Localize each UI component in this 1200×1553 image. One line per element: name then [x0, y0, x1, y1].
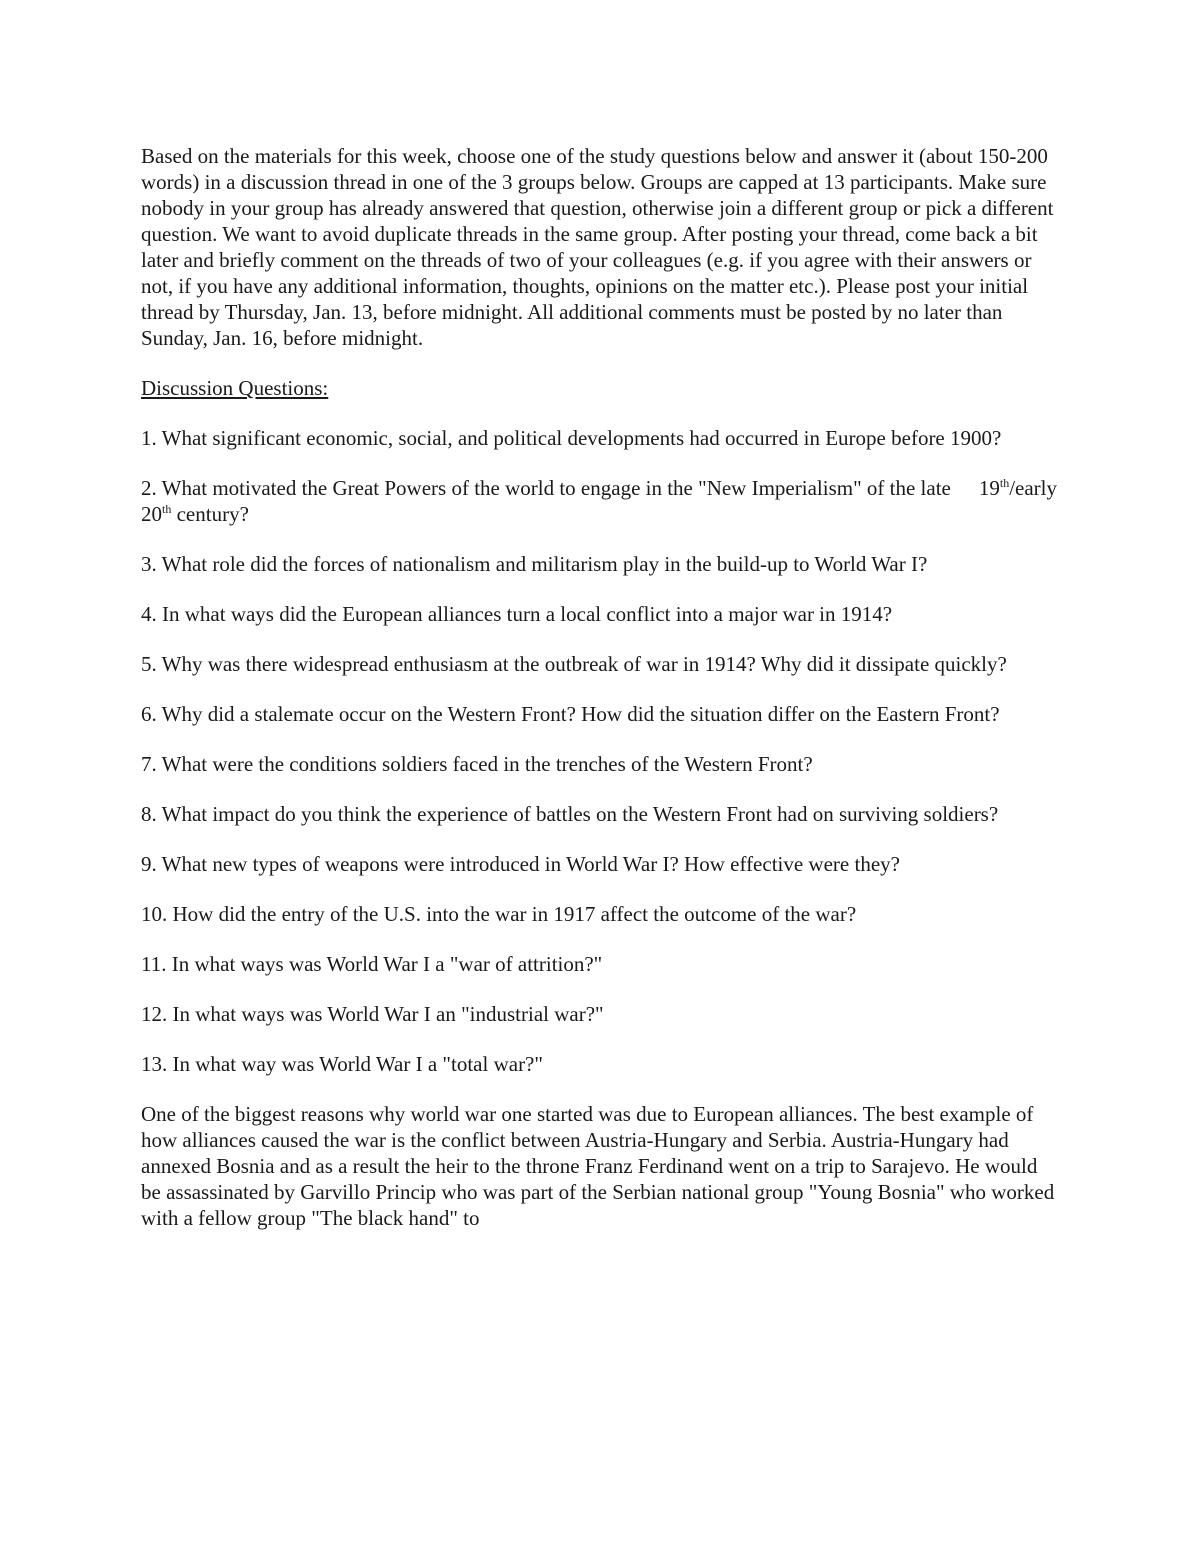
question-2-superscript-th-2: th: [162, 502, 172, 516]
question-2-text-mid: /early 20: [141, 476, 1058, 526]
question-13: 13. In what way was World War I a "total war?": [141, 1052, 543, 1076]
question-5: 5. Why was there widespread enthusiasm at the outbreak of war in 1914? Why did it dissipate quickly?: [141, 652, 1007, 676]
question-7: 7. What were the conditions soldiers faced in the trenches of the Western Front?: [141, 752, 813, 776]
question-2: [141, 475, 1061, 527]
question-9: 9. What new types of weapons were introduced in World War I? How effective were they?: [141, 852, 900, 876]
document-page: [141, 143, 1061, 1255]
question-4: 4. In what ways did the European alliances turn a local conflict into a major war in 1914?: [141, 602, 893, 626]
question-3: 3. What role did the forces of nationalism and militarism play in the build-up to World War I?: [141, 552, 928, 576]
question-11: 11. In what ways was World War I a "war of attrition?": [141, 952, 603, 976]
question-8: 8. What impact do you think the experience of battles on the Western Front had on surviving soldiers?: [141, 802, 999, 826]
question-2-superscript-th-1: th: [999, 476, 1010, 490]
question-1: 1. What significant economic, social, and political developments had occurred in Europe before 1900?: [141, 426, 1002, 450]
question-6: 6. Why did a stalemate occur on the Western Front? How did the situation differ on the Eastern Front?: [141, 702, 1000, 726]
question-2-text-start: 2. What motivated the Great Powers of the world to engage in the "New Imperialism" of the late: [141, 476, 951, 500]
question-2-text-end: century?: [171, 502, 249, 526]
question-10: 10. How did the entry of the U.S. into the war in 1917 affect the outcome of the war?: [141, 902, 857, 926]
discussion-questions-heading: Discussion Questions:: [141, 376, 329, 400]
answer-paragraph: One of the biggest reasons why world war one started was due to European alliances. The best example of how alliances caused the war is the conflict between Austria-Hungary and Serbia. Austria-Hungary had annexed Bosnia and as a result the heir to the throne Franz Ferdinand went on a trip to Sarajevo. He would be assassinated by Garvillo Princip who was part of the Serbian national group "Young Bosnia" who worked with a fellow group "The black hand" to: [141, 1102, 1055, 1230]
question-2-number-19: 19: [978, 476, 1000, 500]
question-12: 12. In what ways was World War I an "industrial war?": [141, 1002, 604, 1026]
instructions-paragraph: Based on the materials for this week, choose one of the study questions below and answer it (about 150-200 words) in a discussion thread in one of the 3 groups below. Groups are capped at 13 participants. Make sure nobody in your group has already answered that question, otherwise join a different group or pick a different question. We want to avoid duplicate threads in the same group. After posting your thread, come back a bit later and briefly comment on the threads of two of your colleagues (e.g. if you agree with their answers or not, if you have any additional information, thoughts, opinions on the matter etc.). Please post your initial thread by Thursday, Jan. 13, before midnight. All additional comments must be posted by no later than Sunday, Jan. 16, before midnight.: [141, 144, 1054, 350]
